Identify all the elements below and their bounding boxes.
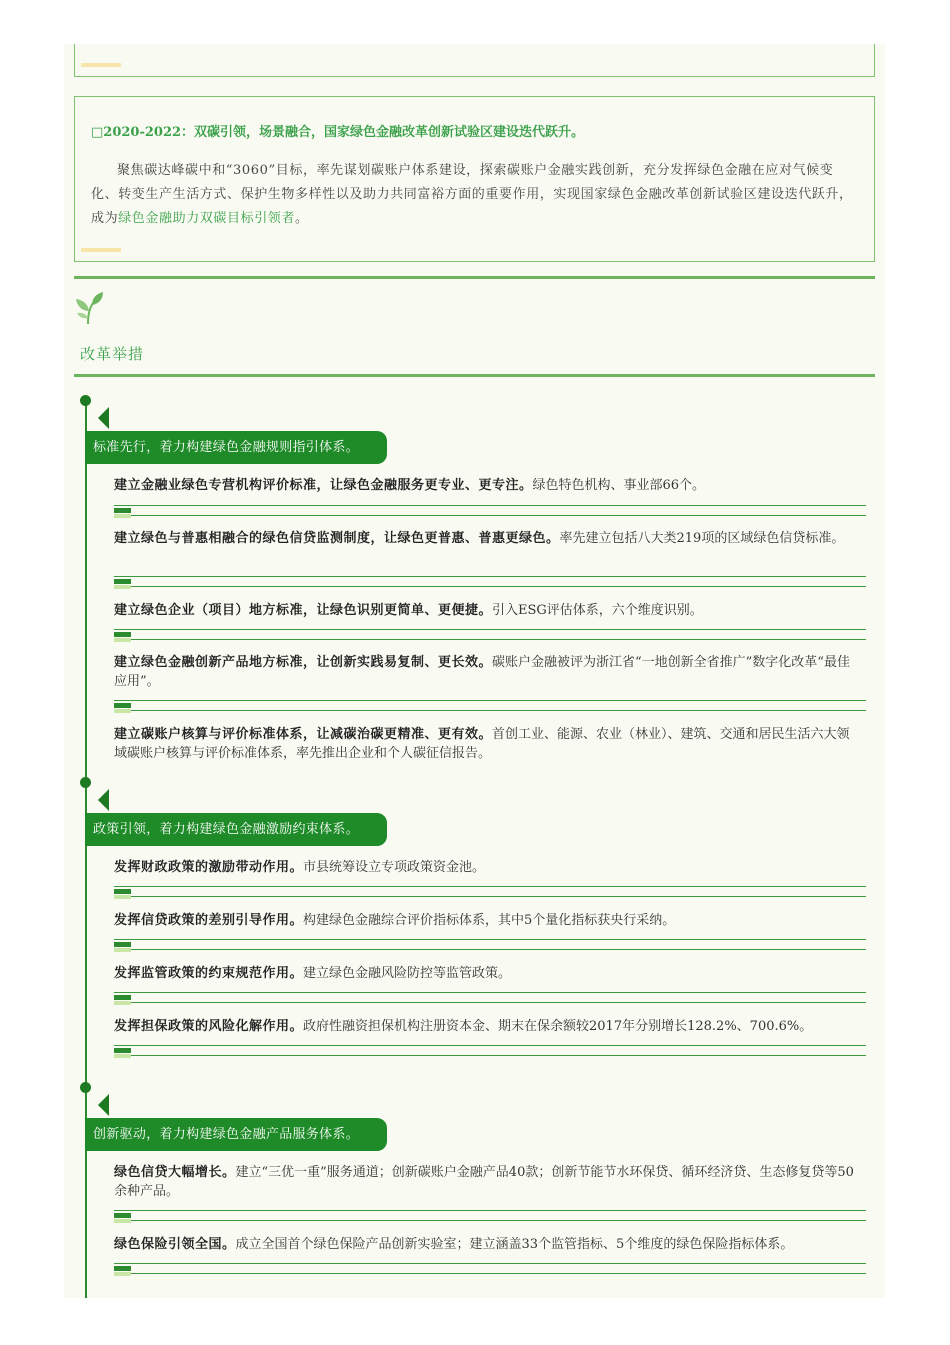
list-item: 建立碳账户核算与评价标准体系，让减碳治碳更精准、更有效。首创工业、能源、农业（林业）、建筑、交通和居民生活六大领域碳账户核算与评价标准体系，率先推出企业和个人碳征信报告。 xyxy=(114,727,850,761)
list-item: 建立绿色金融创新产品地方标准，让创新实践易复制、更长效。碳账户金融被评为浙江省“一地创新全省推广”数字化改革“最佳应用”。 xyxy=(114,655,850,689)
timeline-dot xyxy=(80,395,91,406)
list-item: 建立绿色企业（项目）地方标准，让绿色识别更简单、更便捷。引入ESG评估体系，六个维度识别。 xyxy=(114,603,703,618)
item-divider xyxy=(114,576,866,592)
highlight-text: 绿色金融助力双碳目标引领者 xyxy=(118,211,296,226)
item-divider xyxy=(114,939,866,955)
item-divider xyxy=(114,505,866,521)
section-header xyxy=(74,276,875,377)
item-divider xyxy=(114,1210,866,1226)
decorative-bar xyxy=(81,248,121,252)
group-label: 政策引领，着力构建绿色金融激励约束体系。 xyxy=(85,813,387,846)
leaf-icon xyxy=(74,291,106,325)
list-item: 建立金融业绿色专营机构评价标准，让绿色金融服务更专业、更专注。绿色特色机构、事业部66个。 xyxy=(114,478,706,493)
item-divider xyxy=(114,629,866,645)
period-box-2020-2022 xyxy=(74,96,875,262)
list-item: 发挥担保政策的风险化解作用。政府性融资担保机构注册资本金、期末在保余额较2017年分别增长128.2%、700.6%。 xyxy=(114,1019,813,1034)
list-item: 发挥信贷政策的差别引导作用。构建绿色金融综合评价指标体系，其中5个量化指标获央行采纳。 xyxy=(114,913,676,928)
group-label: 创新驱动，着力构建绿色金融产品服务体系。 xyxy=(85,1118,387,1151)
timeline-dot xyxy=(80,1082,91,1093)
timeline-line xyxy=(85,400,87,1298)
period-paragraph: 聚焦碳达峰碳中和“3060”目标，率先谋划碳账户体系建设，探索碳账户金融实践创新，充分发挥绿色金融在应对气候变化、转变生产生活方式、保护生物多样性以及助力共同富裕方面的重要作用，实现国家绿色金融改革创新试验区建设迭代跃升，成为绿色金融助力双碳目标引领者。 xyxy=(91,163,853,226)
period-heading: □2020-2022：双碳引领，场景融合，国家绿色金融改革创新试验区建设迭代跃升。 xyxy=(91,125,585,140)
list-item: 发挥监管政策的约束规范作用。建立绿色金融风险防控等监管政策。 xyxy=(114,966,512,981)
timeline-flag xyxy=(98,1094,109,1116)
item-divider xyxy=(114,886,866,902)
item-divider xyxy=(114,1045,866,1061)
timeline-dot xyxy=(80,777,91,788)
decorative-bar xyxy=(81,63,121,67)
timeline-flag xyxy=(98,407,109,429)
previous-period-box xyxy=(74,44,875,77)
group-label: 标准先行，着力构建绿色金融规则指引体系。 xyxy=(85,431,387,464)
section-title: 改革举措 xyxy=(80,345,145,363)
list-item: 绿色信贷大幅增长。建立“三优一重”服务通道；创新碳账户金融产品40款；创新节能节水环保贷、循环经济贷、生态修复贷等50余种产品。 xyxy=(114,1165,854,1199)
item-divider xyxy=(114,700,866,716)
timeline-flag xyxy=(98,789,109,811)
list-item: 建立绿色与普惠相融合的绿色信贷监测制度，让绿色更普惠、普惠更绿色。率先建立包括八大类219项的区域绿色信贷标准。 xyxy=(114,531,845,546)
item-divider xyxy=(114,992,866,1008)
item-divider xyxy=(114,1263,866,1279)
list-item: 绿色保险引领全国。成立全国首个绿色保险产品创新实验室；建立涵盖33个监管指标、5个维度的绿色保险指标体系。 xyxy=(114,1237,794,1252)
list-item: 发挥财政政策的激励带动作用。市县统筹设立专项政策资金池。 xyxy=(114,860,486,875)
